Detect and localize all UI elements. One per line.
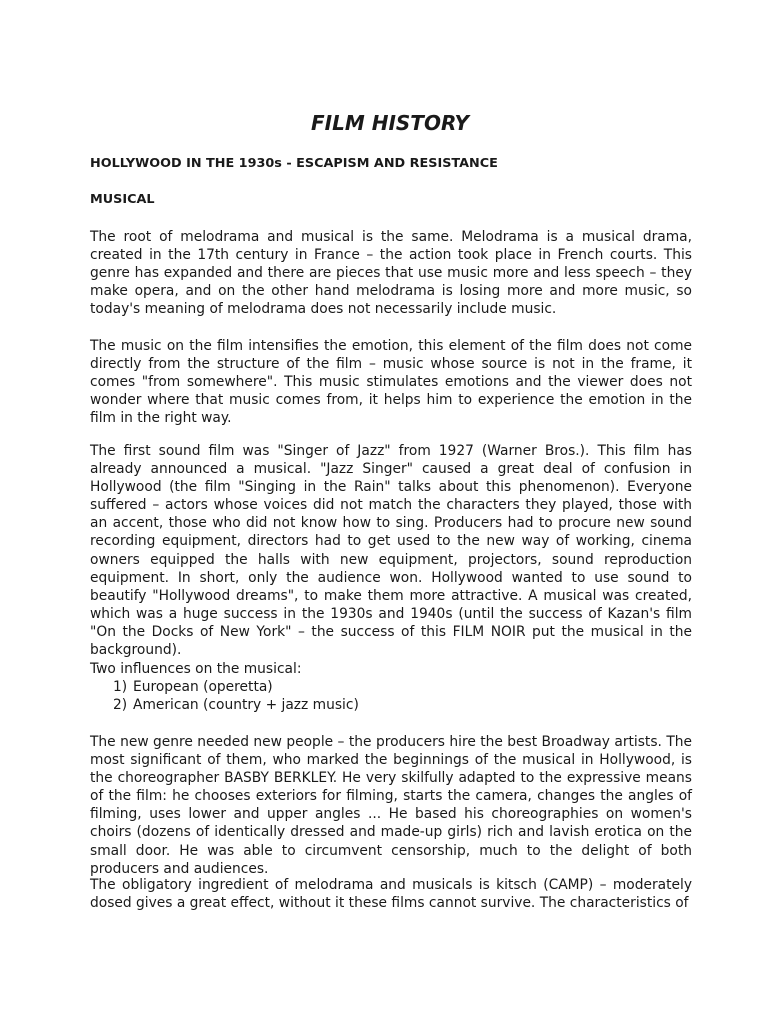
list-item-number: 1) [113, 679, 128, 695]
paragraph: The obligatory ingredient of melodrama and musicals is kitsch (CAMP) – moderately dosed gives a great effect, without it these films cannot survive. The characteristics of [90, 877, 692, 912]
section-heading: HOLLYWOOD IN THE 1930s - ESCAPISM AND RESISTANCE [90, 156, 498, 171]
page-title: FILM HISTORY [311, 111, 469, 135]
list-item-text: European (operetta) [133, 679, 273, 695]
list-item-text: American (country + jazz music) [133, 697, 359, 714]
paragraph: The root of melodrama and musical is the same. Melodrama is a musical drama, created in the 17th century in France – the action took place in French courts. This genre has expanded and there are pieces that use music more and less speech – they make opera, and on the other hand melodrama is losing more and more music, so today's meaning of melodrama does not necessarily include music. [90, 229, 692, 318]
paragraph: Two influences on the musical: [90, 661, 302, 677]
paragraph: The first sound film was "Singer of Jazz" from 1927 (Warner Bros.). This film has already announced a musical. "Jazz Singer" caused a great deal of confusion in Hollywood (the film "Singing in the Rain" talks about this phenomenon). Everyone suffered – actors whose voices did not match the characters they played, those with an accent, those who did not know how to sing. Producers had to procure new sound recording equipment, directors had to get used to the new way of working, cinema owners equipped the halls with new equipment, projectors, sound reproduction equipment. In short, only the audience won. Hollywood wanted to use sound to beautify "Hollywood dreams", to make them more attractive. A musical was created, which was a huge success in the 1930s and 1940s (until the success of Kazan's film "On the Docks of New York" – the success of this FILM NOIR put the musical in the background). [90, 443, 692, 659]
influences-list [90, 678, 359, 714]
paragraph: The new genre needed new people – the producers hire the best Broadway artists. The most significant of them, who marked the beginnings of the musical in Hollywood, is the choreographer BASBY BERKLEY. He very skilfully adapted to the expressive means of the film: he chooses exteriors for filming, starts the camera, changes the angles of filming, uses lower and upper angles ... He based his choreographies on women's choirs (dozens of identically dressed and made-up girls) rich and lavish erotica on the small door. He was able to circumvent censorship, much to the delight of both producers and audiences. [90, 734, 692, 877]
subheading: MUSICAL [90, 192, 155, 207]
list-item [90, 678, 359, 696]
paragraph: The music on the film intensifies the emotion, this element of the film does not come directly from the structure of the film – music whose source is not in the frame, it comes "from somewhere". This music stimulates emotions and the viewer does not wonder where that music comes from, it helps him to experience the emotion in the film in the right way. [90, 338, 692, 427]
list-item [90, 696, 359, 714]
list-item-number: 2) [113, 697, 128, 714]
